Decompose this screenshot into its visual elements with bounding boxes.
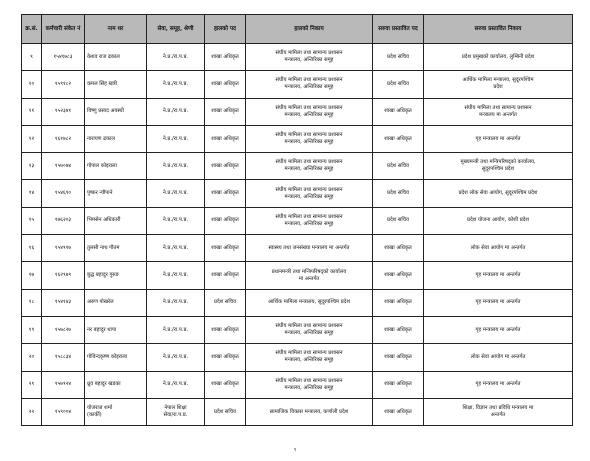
post-cell: शाखा अधिकृत [205, 125, 246, 152]
name-cell: भिमसेन अधिकारी [85, 207, 147, 234]
code-cell: १६१७८२ [42, 125, 85, 152]
proposed-post-cell: शाखा अधिकृत [373, 262, 424, 289]
service-cell: ने.प्र./रा.प.प्र. [147, 98, 205, 125]
serial-cell: १५ [22, 207, 42, 234]
service-cell: ने.प्र./रा.प.प्र. [147, 262, 205, 289]
header-proposed-office: सरुवा प्रस्तावित निकाय [424, 15, 573, 44]
name-cell: नर बहादुर थापा [85, 316, 147, 343]
proposed-office-cell: गृह मन्त्रालय मा अन्तर्गत [424, 316, 573, 343]
office-cell: प्रधानमन्त्री तथा मन्त्रिपरिषद्को कार्यालय मा अन्तर्गत [246, 262, 373, 289]
table-row [22, 289, 573, 316]
serial-cell: २१ [22, 371, 42, 398]
table-row [22, 344, 573, 371]
proposed-office-cell: गृह मन्त्रालय मा अन्तर्गत [424, 289, 573, 316]
name-cell: बुद्ध बहादुर गुरुङ [85, 262, 147, 289]
post-cell: शाखा अधिकृत [205, 316, 246, 343]
proposed-post-cell: शाखा अधिकृत [373, 316, 424, 343]
proposed-post-cell: शाखा अधिकृत [373, 98, 424, 125]
serial-cell: १६ [22, 235, 42, 262]
office-cell: संघीय मामिला तथा सामान्य प्रशासन मन्त्रालय, अन्तिरिक्त समूह [246, 125, 373, 152]
code-cell: १७६२०३ [42, 207, 85, 234]
serial-cell: १९ [22, 316, 42, 343]
post-cell: शाखा अधिकृत [205, 207, 246, 234]
code-cell: १५९००४ [42, 398, 85, 425]
table-row [22, 262, 573, 289]
serial-cell: १२ [22, 125, 42, 152]
service-cell: ने.प्र./रा.प.प्र. [147, 371, 205, 398]
table-row [22, 235, 573, 262]
header-proposed-post: सरुवा प्रस्तावित पद [373, 15, 424, 44]
proposed-post-cell: प्रदेश सचिव [373, 180, 424, 207]
header-serial: क्र.सं. [22, 15, 42, 44]
service-cell: ने.प्र./रा.प.प्र. [147, 44, 205, 71]
post-cell: शाखा अधिकृत [205, 44, 246, 71]
service-cell: ने.प्र./रा.प.प्र. [147, 316, 205, 343]
proposed-office-cell: गृह मन्त्रालय मा अन्तर्गत [424, 371, 573, 398]
service-cell: ने.प्र./रा.प.प्र. [147, 207, 205, 234]
table-row [22, 44, 573, 71]
service-cell: ने.प्र./रा.प.प्र. [147, 180, 205, 207]
proposed-post-cell: प्रदेश सचिव [373, 153, 424, 180]
name-cell: केशव राज ढकाल [85, 44, 147, 71]
post-cell: शाखा अधिकृत [205, 153, 246, 180]
name-cell: कमल सिंह खत्री [85, 71, 147, 98]
proposed-office-cell: शिक्षा, विज्ञान तथा प्रविधि मन्त्रालय मा अन्तर्गत [424, 398, 573, 425]
post-cell: शाखा अधिकृत [205, 235, 246, 262]
name-cell: योजराज शर्मा (कार्की) [85, 398, 147, 425]
table-row [22, 180, 573, 207]
post-cell: प्रदेश सचिव [205, 289, 246, 316]
header-current-post: हालको पद [205, 15, 246, 44]
table-header [22, 15, 573, 44]
office-cell: स्वास्थ्य तथा जनसंख्या मन्त्रालय मा अन्तर्गत [246, 235, 373, 262]
office-cell: संघीय मामिला तथा सामान्य प्रशासन मन्त्रालय, अन्तिरिक्त समूह [246, 98, 373, 125]
header-current-office: हालको निकाय [246, 15, 373, 44]
proposed-post-cell: शाखा अधिकृत [373, 371, 424, 398]
serial-cell: २० [22, 344, 42, 371]
code-cell: १६२९७९ [42, 262, 85, 289]
service-cell: ने.प्र./रा.प.प्र. [147, 125, 205, 152]
service-cell: ने.प्र./रा.प.प्र. [147, 289, 205, 316]
proposed-post-cell: शाखा अधिकृत [373, 398, 424, 425]
table-row [22, 71, 573, 98]
office-cell: संघीय मामिला तथा सामान्य प्रशासन मन्त्रालय, अन्तिरिक्त समूह [246, 207, 373, 234]
proposed-post-cell: शाखा अधिकृत [373, 289, 424, 316]
table-row [22, 98, 573, 125]
code-cell: १५४९१७ [42, 235, 85, 262]
office-cell: आर्थिक मामिला मन्त्रालय, सुदूरपश्चिम प्रदेश [246, 289, 373, 316]
proposed-post-cell: शाखा अधिकृत [373, 235, 424, 262]
post-cell: शाखा अधिकृत [205, 344, 246, 371]
serial-cell: ११ [22, 98, 42, 125]
table-row [22, 316, 573, 343]
code-cell: १५४१४३ [42, 289, 85, 316]
service-cell: ने.प्र./रा.प.प्र. [147, 153, 205, 180]
proposed-office-cell: मुख्यमन्त्री तथा मन्त्रिपरिषद्को कार्यालय, सुदूरपश्चिम प्रदेश [424, 153, 573, 180]
code-cell: १५७०७४ [42, 153, 85, 180]
serial-cell: १० [22, 71, 42, 98]
header-row [22, 15, 573, 44]
proposed-post-cell: शाखा अधिकृत [373, 125, 424, 152]
office-cell: संघीय मामिला तथा सामान्य प्रशासन मन्त्रालय, अन्तिरिक्त समूह [246, 153, 373, 180]
proposed-post-cell: शाखा अधिकृत [373, 344, 424, 371]
office-cell: संघीय मामिला तथा सामान्य प्रशासन मन्त्रालय, अन्तिरिक्त समूह [246, 371, 373, 398]
name-cell: अरुण पोखरेल [85, 289, 147, 316]
code-cell: १५४१७८३ [42, 44, 85, 71]
proposed-office-cell: लोक सेवा आयोग मा अन्तर्गत [424, 344, 573, 371]
service-cell: नेपाल शिक्षा सेवा/रा.प.प्र. [147, 398, 205, 425]
proposed-office-cell: आर्थिक मामिला मन्त्रालय, सुदूरपश्चिम प्रदेश [424, 71, 573, 98]
table-row [22, 153, 573, 180]
post-cell: शाखा अधिकृत [205, 71, 246, 98]
post-cell: शाखा अधिकृत [205, 371, 246, 398]
page-number: १ [293, 447, 297, 453]
post-cell: शाखा अधिकृत [205, 262, 246, 289]
name-cell: विष्णु प्रसाद अवस्थी [85, 98, 147, 125]
post-cell: शाखा अधिकृत [205, 180, 246, 207]
office-cell: सामाजिक विकास मन्त्रालय, कर्णाली प्रदेश [246, 398, 373, 425]
office-cell: संघीय मामिला तथा सामान्य प्रशासन मन्त्रालय, अन्तिरिक्त समूह [246, 344, 373, 371]
office-cell: संघीय मामिला तथा सामान्य प्रशासन मन्त्रालय, अन्तिरिक्त समूह [246, 71, 373, 98]
code-cell: १५७८२७ [42, 316, 85, 343]
proposed-office-cell: प्रदेश योजना आयोग, कोशी प्रदेश [424, 207, 573, 234]
office-cell: संघीय मामिला तथा सामान्य प्रशासन मन्त्रालय, अन्तिरिक्त समूह [246, 180, 373, 207]
table-row [22, 125, 573, 152]
service-cell: ने.प्र./रा.प.प्र. [147, 344, 205, 371]
name-cell: तुलसी नाथ गौतम [85, 235, 147, 262]
proposed-office-cell: गृह मन्त्रालय मा अन्तर्गत [424, 125, 573, 152]
post-cell: प्रदेश सचिव [205, 398, 246, 425]
serial-cell: ९ [22, 44, 42, 71]
header-name: नाम थर [85, 15, 147, 44]
name-cell: गोविन्दकृष्ण कोइराला [85, 344, 147, 371]
name-cell: पुष्कर न्यौपाने [85, 180, 147, 207]
table-body [22, 44, 573, 426]
serial-cell: १३ [22, 153, 42, 180]
proposed-office-cell: गृह मन्त्रालय मा अन्तर्गत [424, 262, 573, 289]
code-cell: १५८८३४ [42, 344, 85, 371]
post-cell: शाखा अधिकृत [205, 98, 246, 125]
code-cell: १५९१८२ [42, 71, 85, 98]
table-row [22, 371, 573, 398]
proposed-post-cell: प्रदेश सचिव [373, 44, 424, 71]
office-cell: संघीय मामिला तथा सामान्य प्रशासन मन्त्रालय, अन्तिरिक्त समूह [246, 44, 373, 71]
proposed-office-cell: संघीय मामिला तथा सामान्य प्रशासन मन्त्रालय मा अन्तर्गत [424, 98, 573, 125]
table-row [22, 207, 573, 234]
name-cell: गोपाल कोइराला [85, 153, 147, 180]
proposed-office-cell: प्रदेश लोक सेवा आयोग, सुदूरपश्चिम प्रदेश [424, 180, 573, 207]
serial-cell: १७ [22, 262, 42, 289]
serial-cell: १८ [22, 289, 42, 316]
header-code: कर्मचारी संकेत नं [42, 15, 85, 44]
office-cell: संघीय मामिला तथा सामान्य प्रशासन मन्त्रालय, अन्तिरिक्त समूह [246, 316, 373, 343]
serial-cell: २२ [22, 398, 42, 425]
code-cell: १५२३४१ [42, 98, 85, 125]
proposed-post-cell: प्रदेश सचिव [373, 207, 424, 234]
name-cell: नारायण ढकाल [85, 125, 147, 152]
table-row [22, 398, 573, 425]
serial-cell: १४ [22, 180, 42, 207]
proposed-post-cell: प्रदेश सचिव [373, 71, 424, 98]
header-service: सेवा, समूह, श्रेणी [147, 15, 205, 44]
proposed-office-cell: लोक सेवा आयोग मा अन्तर्गत [424, 235, 573, 262]
service-cell: ने.प्र./रा.प.प्र. [147, 235, 205, 262]
service-cell: ने.प्र./रा.प.प्र. [147, 71, 205, 98]
transfer-table [21, 14, 573, 426]
code-cell: १५७९२४ [42, 371, 85, 398]
code-cell: १५४६९० [42, 180, 85, 207]
name-cell: ध्रुव बहादुर खडका [85, 371, 147, 398]
proposed-office-cell: प्रदेश प्रमुखको कार्यालय, लुम्बिनी प्रदेश [424, 44, 573, 71]
